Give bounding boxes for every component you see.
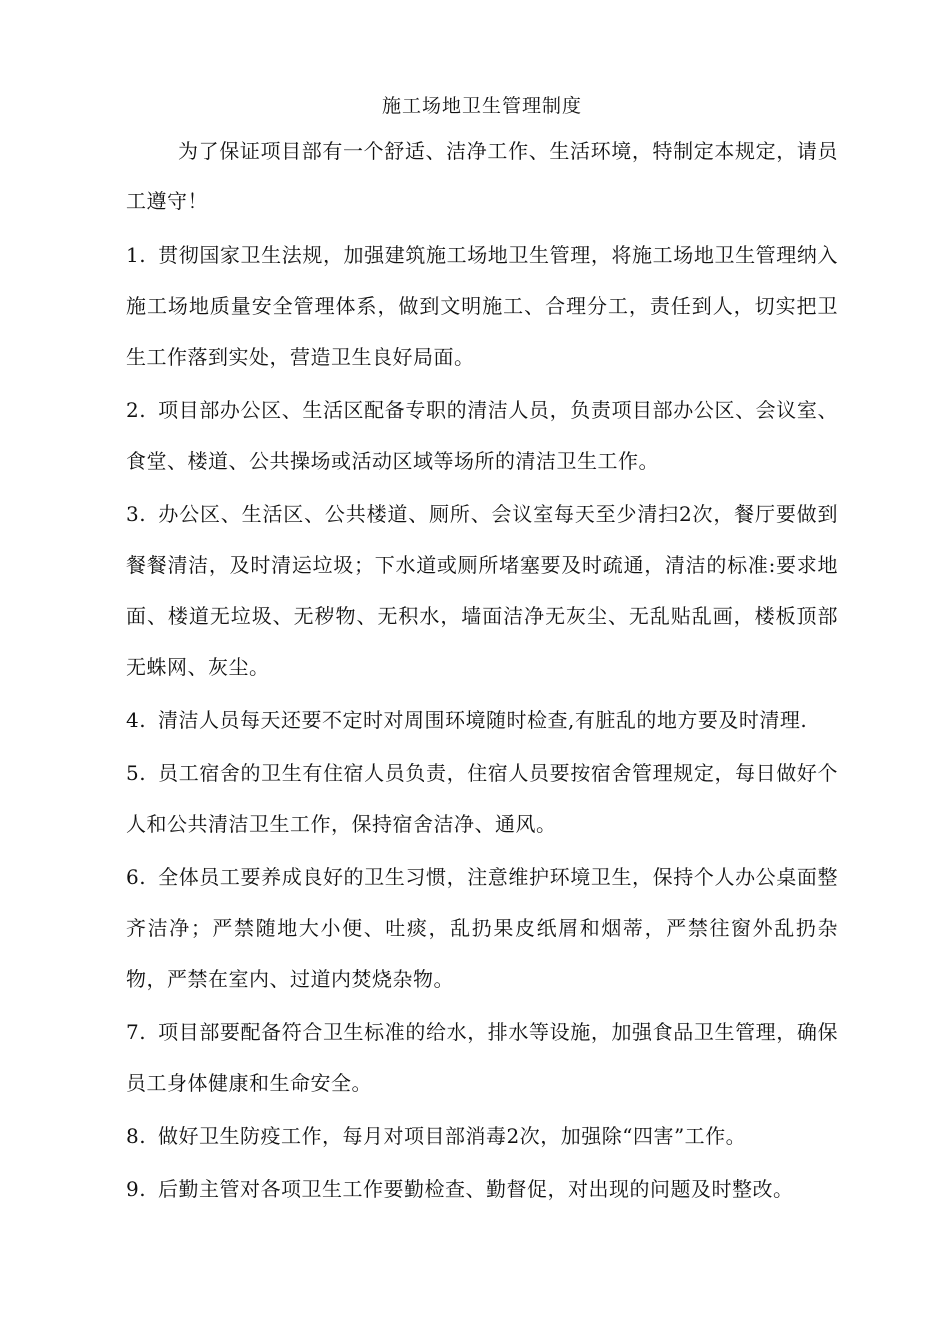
rule-text: 项目部要配备符合卫生标准的给水，排水等设施，加强食品卫生管理，确保员工身体健康和生命安全。: [126, 1020, 838, 1095]
rule-text: 做好卫生防疫工作，每月对项目部消毒2次，加强除“四害”工作。: [158, 1124, 747, 1148]
rule-number: 8.: [126, 1124, 147, 1148]
rule-number: 6.: [126, 865, 147, 889]
rule-number: 2.: [126, 398, 147, 422]
rule-text: 全体员工要养成良好的卫生习惯，注意维护环境卫生，保持个人办公桌面整齐洁净；严禁随地大小便、吐痰，乱扔果皮纸屑和烟蒂，严禁往窗外乱扔杂物，严禁在室内、过道内焚烧杂物。: [126, 865, 838, 991]
rule-item-3: [126, 489, 838, 693]
document-title: 施工场地卫生管理制度: [381, 95, 582, 117]
rule-item-8: [126, 1111, 838, 1162]
rule-number: 9.: [126, 1177, 147, 1201]
intro-paragraph: 为了保证项目部有一个舒适、洁净工作、生活环境，特制定本规定，请员工遵守！: [126, 139, 838, 213]
rule-number: 7.: [126, 1020, 147, 1044]
rule-number: 1.: [126, 243, 147, 267]
rule-number: 3.: [126, 502, 147, 526]
rule-text: 办公区、生活区、公共楼道、厕所、会议室每天至少清扫2次，餐厅要做到餐餐清洁，及时清运垃圾；下水道或厕所堵塞要及时疏通，清洁的标准:要求地面、楼道无垃圾、无秽物、无积水，墙面洁净无灰尘、无乱贴乱画，楼板顶部无蛛网、灰尘。: [126, 502, 838, 679]
rule-number: 4.: [126, 708, 147, 732]
rule-item-9: [126, 1164, 838, 1215]
rule-item-4: [126, 695, 838, 746]
rule-text: 清洁人员每天还要不定时对周围环境随时检查,有脏乱的地方要及时清理.: [158, 708, 808, 732]
rule-text: 后勤主管对各项卫生工作要勤检查、勤督促，对出现的问题及时整改。: [158, 1177, 794, 1201]
document-page: [126, 92, 838, 1217]
rule-item-6: [126, 852, 838, 1005]
rule-number: 5.: [126, 761, 147, 785]
rule-text: 项目部办公区、生活区配备专职的清洁人员，负责项目部办公区、会议室、食堂、楼道、公共操场或活动区域等场所的清洁卫生工作。: [126, 398, 838, 473]
rule-item-1: [126, 230, 838, 383]
rule-text: 贯彻国家卫生法规，加强建筑施工场地卫生管理，将施工场地卫生管理纳入施工场地质量安全管理体系，做到文明施工、合理分工，责任到人，切实把卫生工作落到实处，营造卫生良好局面。: [126, 243, 838, 369]
rule-item-5: [126, 748, 838, 850]
rule-text: 员工宿舍的卫生有住宿人员负责，住宿人员要按宿舍管理规定，每日做好个人和公共清洁卫生工作，保持宿舍洁净、通风。: [126, 761, 838, 836]
rule-item-7: [126, 1007, 838, 1109]
rule-item-2: [126, 385, 838, 487]
